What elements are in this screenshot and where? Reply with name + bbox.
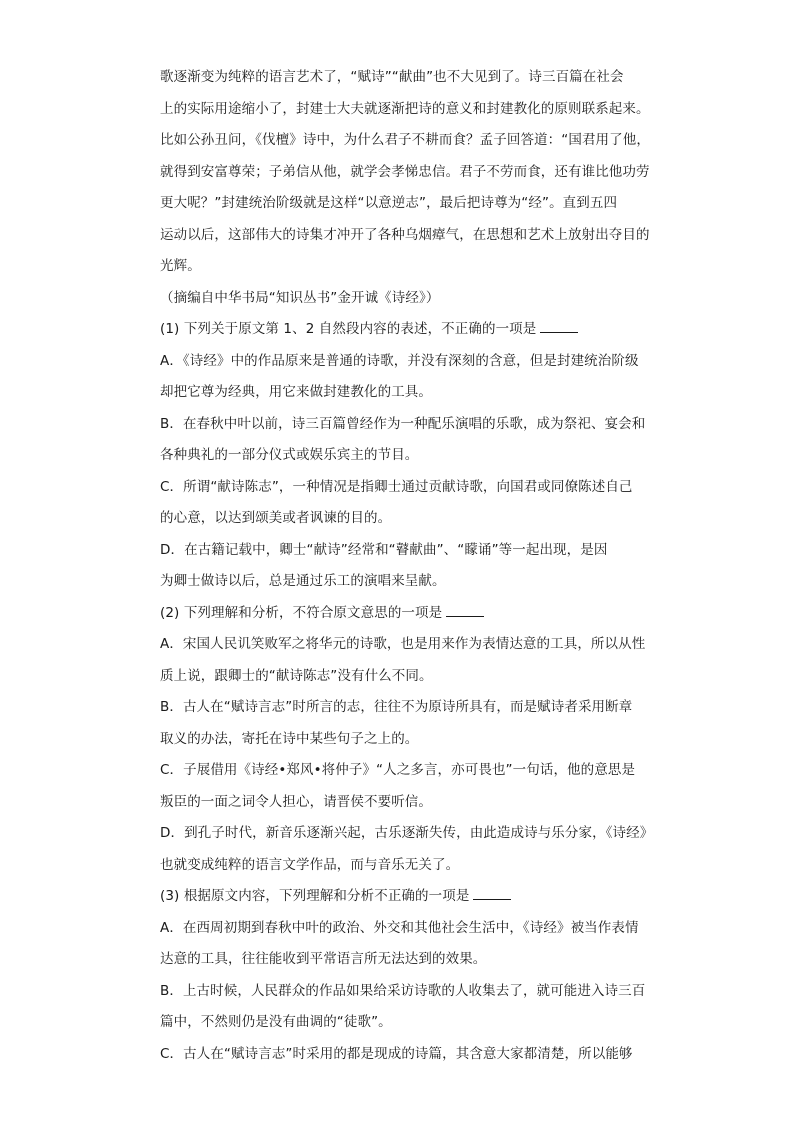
q1-option-c-cont: 的心意，以达到颂美或者讽谏的目的。 (160, 510, 392, 526)
q3-option-b: B．上古时候，人民群众的作品如果给采访诗歌的人收集去了，就可能进入诗三百 (160, 982, 646, 999)
passage-line: 光辉。 (160, 258, 201, 274)
q1-option-d: D．在古籍记载中，卿士“献诗”经常和“瞽献曲”、“矇诵”等一起出现，是因 (160, 541, 608, 558)
passage-line: 就得到安富尊荣；子弟信从他，就学会孝悌忠信。君子不劳而食，还有谁比他功劳 (160, 163, 650, 180)
q2-option-b-cont: 取义的办法，寄托在诗中某些句子之上的。 (160, 730, 419, 747)
passage-line: 比如公孙丑问，《伐檀》诗中，为什么君子不耕而食？孟子回答道：“国君用了他， (160, 132, 650, 148)
q1-option-b: B．在春秋中叶以前，诗三百篇曾经作为一种配乐演唱的乐歌，成为祭祀、宴会和 (160, 415, 646, 432)
answer-blank[interactable] (473, 884, 511, 900)
question-1-stem (160, 314, 680, 346)
q2-option-d: D．到孔子时代，新音乐逐渐兴起，古乐逐渐失传，由此造成诗与乐分家，《诗经》 (160, 825, 654, 841)
question-2-stem (160, 598, 680, 630)
q3-option-c: C．古人在“赋诗言志”时采用的都是现成的诗篇，其含意大家都清楚，所以能够 (160, 1045, 633, 1062)
source-citation: （摘编自中华书局“知识丛书”金开诚《诗经》） (160, 289, 440, 306)
q1-option-b-cont: 各种典礼的一部分仪式或娱乐宾主的节目。 (160, 447, 419, 463)
q1-option-c: C．所谓“献诗陈志”，一种情况是指卿士通过贡献诗歌，向国君或同僚陈述自己 (160, 478, 633, 495)
passage-line: 运动以后，这部伟大的诗集才冲开了各种乌烟瘴气，在思想和艺术上放射出夺目的 (160, 226, 650, 243)
q2-option-c-cont: 叛臣的一面之词令人担心，请晋侯不要听信。 (160, 793, 432, 810)
q3-option-b-cont: 篇中，不然则仍是没有曲调的“徒歌”。 (160, 1014, 392, 1030)
question-1-text: (1) 下列关于原文第 1、2 自然段内容的表述，不正确的一项是 (160, 321, 537, 337)
question-3-text: (3) 根据原文内容，下列理解和分析不正确的一项是 (160, 888, 470, 904)
answer-blank[interactable] (446, 601, 484, 617)
q2-option-c: C．子展借用《诗经•郑风•将仲子》“人之多言，亦可畏也”一句话，他的意思是 (160, 762, 636, 778)
passage-line: 更大呢？”封建统治阶级就是这样“以意逆志”，最后把诗尊为“经”。直到五四 (160, 195, 618, 211)
document-page (160, 62, 680, 1070)
q1-option-a: A．《诗经》中的作品原来是普通的诗歌，并没有深刻的含意，但是封建统治阶级 (160, 352, 639, 369)
passage-line: 歌逐渐变为纯粹的语言艺术了，“赋诗”“献曲”也不大见到了。诗三百篇在社会 (160, 69, 624, 85)
question-2-text: (2) 下列理解和分析，不符合原文意思的一项是 (160, 604, 443, 621)
q3-option-a: A．在西周初期到春秋中叶的政治、外交和其他社会生活中，《诗经》被当作表情 (160, 919, 639, 936)
q3-option-a-cont: 达意的工具，往往能收到平常语言所无法达到的效果。 (160, 951, 487, 967)
question-3-stem (160, 881, 680, 913)
q2-option-d-cont: 也就变成纯粹的语言文学作品，而与音乐无关了。 (160, 856, 460, 873)
q1-option-d-cont: 为卿士做诗以后，总是通过乐工的演唱来呈献。 (160, 573, 446, 589)
q2-option-a-cont: 质上说，跟卿士的“献诗陈志”没有什么不同。 (160, 667, 433, 684)
answer-blank[interactable] (540, 317, 578, 333)
passage-line: 上的实际用途缩小了，封建士大夫就逐渐把诗的意义和封建教化的原则联系起来。 (160, 100, 650, 117)
q2-option-b: B．古人在“赋诗言志”时所言的志，往往不为原诗所具有，而是赋诗者采用断章 (160, 699, 633, 715)
q1-option-a-cont: 却把它尊为经典，用它来做封建教化的工具。 (160, 384, 432, 400)
q2-option-a: A．宋国人民讥笑败军之将华元的诗歌，也是用来作为表情达意的工具，所以从性 (160, 636, 646, 652)
